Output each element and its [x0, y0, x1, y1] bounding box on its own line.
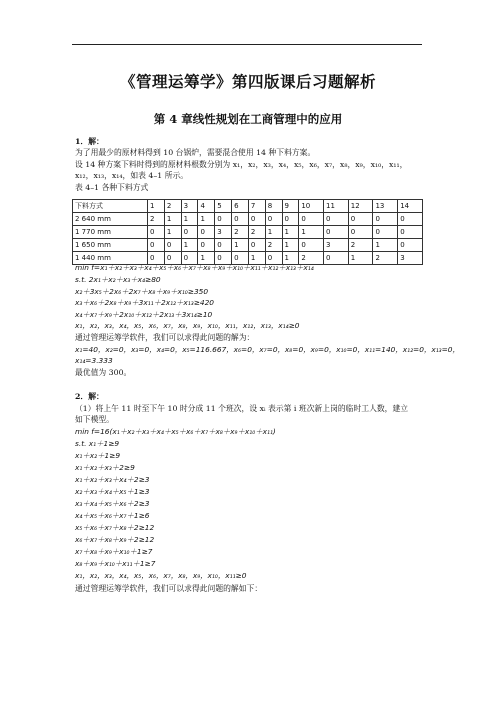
table-row [73, 239, 423, 252]
table-cell: 0 [324, 252, 349, 265]
table-cell: 2 [248, 226, 265, 239]
table-cell: 11 [324, 200, 349, 213]
model-line: x₁＋x₂＋x₃＋2≥9 [75, 463, 135, 472]
model-line: x₇＋x₈＋x₉＋x₁₀＋1≥7 [75, 547, 153, 556]
table-cell: 1 [282, 226, 299, 239]
table-cell: 3 [215, 226, 232, 239]
table-cell: 3 [181, 200, 198, 213]
model-line: x₄＋x₅＋x₆＋x₇＋1≥6 [75, 511, 150, 520]
optimum-value: 最优值为 300。 [75, 368, 132, 377]
table-cell: 2 640 mm [73, 213, 148, 226]
problem-1-text: 为了用最少的原材料得到 10 台锅炉，需要混合使用 14 种下料方案。 [75, 148, 316, 157]
model-line: s.t. x₁＋1≥9 [75, 439, 120, 448]
table-cell: 0 [198, 226, 215, 239]
table-cell: 2 [348, 239, 373, 252]
table-cell: 1 [265, 226, 282, 239]
model-line: min f=16(x₁＋x₂＋x₃＋x₄＋x₅＋x₆＋x₇＋x₈＋x₉＋x₁₀＋x₁₁) [75, 427, 276, 436]
table-cell: 0 [148, 226, 165, 239]
table-cell: 1 [198, 252, 215, 265]
table-cell: 1 [282, 252, 299, 265]
table-cell: 1 [299, 226, 324, 239]
table-cell: 7 [248, 200, 265, 213]
problem-2-text: 如下模型。 [75, 415, 114, 424]
table-cell: 6 [232, 200, 249, 213]
model-line: x₁＋x₂＋1≥9 [75, 451, 121, 460]
table-cell: 1 [248, 252, 265, 265]
table-cell: 1 [282, 239, 299, 252]
table-cell: 1 [181, 213, 198, 226]
solution-line: x₁₄=3.333 [75, 356, 113, 365]
model-line: x₅＋x₆＋x₇＋x₈＋2≥12 [75, 523, 155, 532]
model-line: x₄＋x₇＋x₉＋2x₁₀＋x₁₂＋2x₁₃＋3x₁₄≥10 [75, 310, 213, 319]
table-cell: 1 [373, 239, 398, 252]
table-cell: 0 [324, 226, 349, 239]
table-cell: 0 [398, 226, 423, 239]
problem-2-heading: 2．解： [75, 392, 104, 401]
table-cell: 0 [181, 252, 198, 265]
table-cell: 下料方式 [73, 200, 148, 213]
model-line: x₃＋x₄＋x₅＋x₆＋2≥3 [75, 499, 150, 508]
table-cell: 2 [148, 213, 165, 226]
table-cell: 13 [373, 200, 398, 213]
table-cell: 0 [181, 226, 198, 239]
table-cell: 0 [232, 252, 249, 265]
problem-1-text: 设 14 种方案下料时得到的原材料根数分别为 x₁，x₂，x₃，x₄，x₅，x₆，x₇，x₈，x₉，x₁₀，x₁₁， [75, 160, 408, 169]
model-line: x₁，x₂，x₃，x₄，x₅，x₆，x₇，x₈，x₉，x₁₀，x₁₁≥0 [75, 571, 247, 580]
table-cell: 0 [282, 213, 299, 226]
model-line: x₈＋x₉＋x₁₀＋x₁₁＋1≥7 [75, 559, 156, 568]
chapter-title: 第 4 章线性规划在工商管理中的应用 [153, 112, 343, 126]
model-line: x₁，x₂，x₃，x₄，x₅，x₆，x₇，x₈，x₉，x₁₀，x₁₁，x₁₂，x₁₃，x₁₄≥0 [75, 321, 300, 330]
table-cell: 1 [198, 213, 215, 226]
model-line: s.t. 2x₁＋x₂＋x₃＋x₄≥80 [75, 275, 161, 284]
table-cell: 0 [164, 252, 181, 265]
table-cell: 10 [299, 200, 324, 213]
table-cell: 0 [348, 226, 373, 239]
table-cell: 2 [265, 239, 282, 252]
solve-text: 通过管理运筹学软件，我们可以求得此问题的解如下： [75, 584, 263, 593]
table-cell: 2 [373, 252, 398, 265]
cutting-plan-table [72, 199, 423, 265]
table-cell: 2 [232, 226, 249, 239]
table-cell: 0 [248, 213, 265, 226]
table-header-row [73, 200, 423, 213]
table-cell: 1 [181, 239, 198, 252]
table-cell: 1 650 mm [73, 239, 148, 252]
model-line: x₂＋3x₅＋2x₆＋2x₇＋x₈＋x₉＋x₁₀≥350 [75, 287, 209, 296]
table-cell: 0 [348, 213, 373, 226]
model-line: x₂＋x₃＋x₄＋x₅＋1≥3 [75, 487, 150, 496]
table-cell: 0 [215, 213, 232, 226]
table-cell: 0 [373, 213, 398, 226]
table-cell: 0 [164, 239, 181, 252]
table-cell: 14 [398, 200, 423, 213]
table-caption: 表 4–1 各种下料方式 [75, 183, 149, 192]
table-cell: 0 [299, 213, 324, 226]
table-cell: 0 [373, 226, 398, 239]
problem-1-heading: 1．解： [75, 137, 104, 146]
table-cell: 0 [215, 252, 232, 265]
table-cell: 3 [324, 239, 349, 252]
header-rule [72, 44, 422, 45]
table-cell: 5 [215, 200, 232, 213]
table-cell: 0 [232, 213, 249, 226]
table-cell: 12 [348, 200, 373, 213]
table-cell: 0 [248, 239, 265, 252]
document-title: 《管理运筹学》第四版课后习题解析 [119, 72, 376, 91]
model-line: x₆＋x₇＋x₈＋x₉＋2≥12 [75, 535, 155, 544]
table-cell: 1 [148, 200, 165, 213]
model-line: min f=x₁＋x₂＋x₃＋x₄＋x₅＋x₆＋x₇＋x₈＋x₉＋x₁₀＋x₁₁＋x₁₂＋x₁₃＋x₁₄ [75, 263, 314, 272]
table-cell: 1 [232, 239, 249, 252]
problem-2-text: （1）将上午 11 时至下午 10 时分成 11 个班次，设 xᵢ 表示第 i 班次新上岗的临时工人数，建立 [75, 404, 409, 413]
table-row [73, 213, 423, 226]
table-cell: 0 [398, 213, 423, 226]
table-row [73, 226, 423, 239]
solve-text: 通过管理运筹学软件，我们可以求得此问题的解为： [75, 333, 255, 342]
table-cell: 0 [198, 239, 215, 252]
solution-line: x₁=40，x₂=0，x₃=0，x₄=0，x₅=116.667，x₆=0，x₇=0，x₈=0，x₉=0，x₁₀=0，x₁₁=140，x₁₂=0，x₁₃=0， [75, 345, 460, 354]
table-cell: 1 [348, 252, 373, 265]
table-cell: 2 [164, 200, 181, 213]
model-line: x₁＋x₂＋x₃＋x₄＋2≥3 [75, 475, 150, 484]
table-cell: 0 [299, 239, 324, 252]
table-cell: 9 [282, 200, 299, 213]
table-cell: 0 [148, 252, 165, 265]
table-cell: 3 [398, 252, 423, 265]
table-cell: 1 [164, 226, 181, 239]
problem-1-text: x₁₂，x₁₃，x₁₄，如表 4–1 所示。 [75, 171, 189, 180]
table-cell: 0 [398, 239, 423, 252]
table-cell: 2 [299, 252, 324, 265]
table-cell: 1 770 mm [73, 226, 148, 239]
table-cell: 8 [265, 200, 282, 213]
table-cell: 0 [324, 213, 349, 226]
table-cell: 0 [265, 252, 282, 265]
table-cell: 0 [148, 239, 165, 252]
model-line: x₃＋x₆＋2x₈＋x₉＋3x₁₁＋2x₁₂＋x₁₃≥420 [75, 298, 214, 307]
table-cell: 0 [265, 213, 282, 226]
table-cell: 1 440 mm [73, 252, 148, 265]
table-cell: 1 [164, 213, 181, 226]
table-cell: 4 [198, 200, 215, 213]
table-cell: 0 [215, 239, 232, 252]
